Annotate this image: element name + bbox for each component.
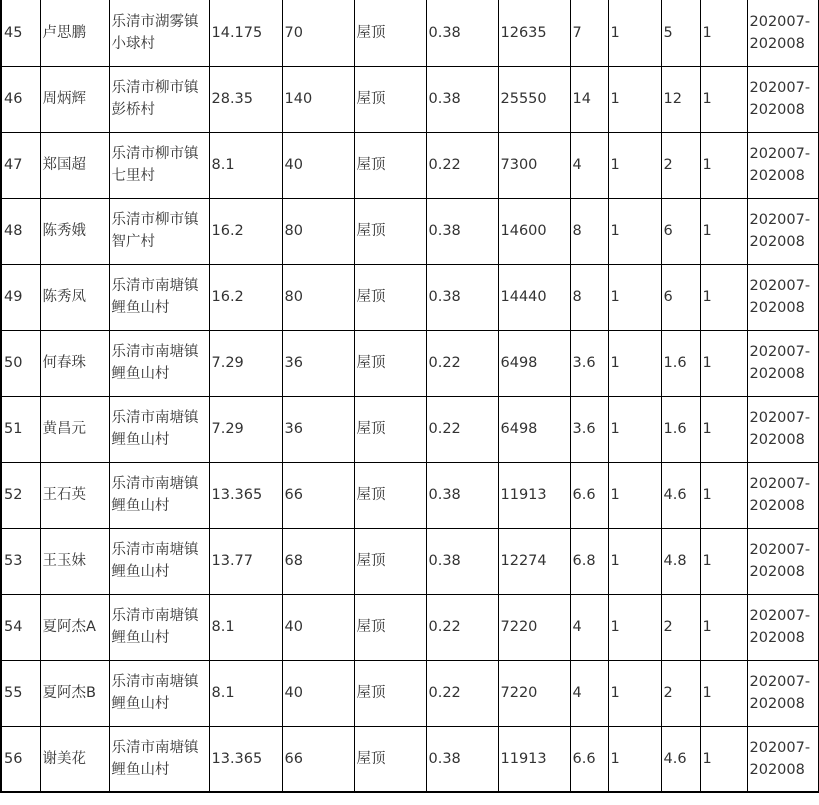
cell-install-type: 屋顶: [354, 198, 426, 264]
cell-col-b: 1: [608, 0, 661, 66]
cell-price: 0.38: [426, 528, 498, 594]
cell-period: 202007-202008: [747, 660, 819, 726]
cell-capacity: 28.35: [209, 66, 282, 132]
cell-col-c: 1.6: [661, 330, 700, 396]
cell-col-d: 1: [700, 264, 747, 330]
cell-owner-name: 夏阿杰B: [40, 660, 109, 726]
table-row: [1, 198, 819, 264]
cell-col-d: 1: [700, 330, 747, 396]
cell-install-type: 屋顶: [354, 594, 426, 660]
cell-row-number: 49: [1, 264, 40, 330]
cell-price: 0.22: [426, 660, 498, 726]
cell-generation: 7220: [498, 660, 570, 726]
cell-col-b: 1: [608, 66, 661, 132]
cell-generation: 12274: [498, 528, 570, 594]
cell-capacity: 14.175: [209, 0, 282, 66]
cell-install-type: 屋顶: [354, 528, 426, 594]
cell-col-a: 4: [570, 132, 608, 198]
cell-capacity: 8.1: [209, 660, 282, 726]
cell-col-d: 1: [700, 0, 747, 66]
cell-generation: 7300: [498, 132, 570, 198]
cell-capacity: 7.29: [209, 330, 282, 396]
cell-owner-name: 夏阿杰A: [40, 594, 109, 660]
cell-col-d: 1: [700, 396, 747, 462]
cell-col-d: 1: [700, 462, 747, 528]
cell-row-number: 50: [1, 330, 40, 396]
cell-area: 40: [282, 594, 354, 660]
cell-address: 乐清市柳市镇七里村: [109, 132, 209, 198]
cell-owner-name: 陈秀凤: [40, 264, 109, 330]
cell-install-type: 屋顶: [354, 462, 426, 528]
cell-capacity: 8.1: [209, 594, 282, 660]
cell-install-type: 屋顶: [354, 660, 426, 726]
cell-col-d: 1: [700, 132, 747, 198]
cell-col-d: 1: [700, 66, 747, 132]
cell-install-type: 屋顶: [354, 132, 426, 198]
cell-col-d: 1: [700, 660, 747, 726]
cell-owner-name: 黄昌元: [40, 396, 109, 462]
cell-capacity: 16.2: [209, 198, 282, 264]
cell-col-c: 2: [661, 660, 700, 726]
cell-area: 80: [282, 264, 354, 330]
cell-price: 0.38: [426, 726, 498, 792]
cell-period: 202007-202008: [747, 726, 819, 792]
cell-generation: 6498: [498, 330, 570, 396]
cell-generation: 6498: [498, 396, 570, 462]
cell-address: 乐清市柳市镇智广村: [109, 198, 209, 264]
cell-address: 乐清市柳市镇彭桥村: [109, 66, 209, 132]
cell-row-number: 55: [1, 660, 40, 726]
cell-period: 202007-202008: [747, 528, 819, 594]
cell-row-number: 53: [1, 528, 40, 594]
cell-col-a: 4: [570, 660, 608, 726]
cell-address: 乐清市南塘镇鲤鱼山村: [109, 396, 209, 462]
cell-area: 36: [282, 330, 354, 396]
cell-col-a: 3.6: [570, 330, 608, 396]
cell-col-c: 6: [661, 198, 700, 264]
cell-col-c: 1.6: [661, 396, 700, 462]
cell-period: 202007-202008: [747, 462, 819, 528]
cell-row-number: 45: [1, 0, 40, 66]
cell-generation: 7220: [498, 594, 570, 660]
table-row: [1, 132, 819, 198]
table-row: [1, 396, 819, 462]
cell-address: 乐清市南塘镇鲤鱼山村: [109, 528, 209, 594]
cell-area: 68: [282, 528, 354, 594]
cell-price: 0.38: [426, 462, 498, 528]
cell-address: 乐清市南塘镇鲤鱼山村: [109, 594, 209, 660]
cell-area: 40: [282, 132, 354, 198]
cell-price: 0.22: [426, 132, 498, 198]
cell-address: 乐清市湖雾镇小球村: [109, 0, 209, 66]
cell-col-a: 8: [570, 264, 608, 330]
cell-generation: 14600: [498, 198, 570, 264]
cell-address: 乐清市南塘镇鲤鱼山村: [109, 660, 209, 726]
cell-row-number: 56: [1, 726, 40, 792]
cell-col-a: 6.8: [570, 528, 608, 594]
cell-price: 0.22: [426, 330, 498, 396]
cell-period: 202007-202008: [747, 132, 819, 198]
cell-col-d: 1: [700, 726, 747, 792]
cell-owner-name: 郑国超: [40, 132, 109, 198]
cell-owner-name: 王玉妹: [40, 528, 109, 594]
cell-col-c: 6: [661, 264, 700, 330]
cell-area: 36: [282, 396, 354, 462]
cell-price: 0.22: [426, 396, 498, 462]
table-row: [1, 330, 819, 396]
cell-col-a: 6.6: [570, 726, 608, 792]
cell-owner-name: 陈秀娥: [40, 198, 109, 264]
cell-period: 202007-202008: [747, 0, 819, 66]
table-row: [1, 726, 819, 792]
cell-col-c: 5: [661, 0, 700, 66]
cell-row-number: 51: [1, 396, 40, 462]
cell-price: 0.38: [426, 0, 498, 66]
cell-col-b: 1: [608, 462, 661, 528]
cell-price: 0.38: [426, 198, 498, 264]
cell-area: 70: [282, 0, 354, 66]
cell-capacity: 13.77: [209, 528, 282, 594]
cell-price: 0.22: [426, 594, 498, 660]
cell-period: 202007-202008: [747, 594, 819, 660]
table-row: [1, 66, 819, 132]
cell-col-b: 1: [608, 594, 661, 660]
cell-generation: 25550: [498, 66, 570, 132]
cell-price: 0.38: [426, 66, 498, 132]
cell-col-c: 4.8: [661, 528, 700, 594]
cell-capacity: 13.365: [209, 462, 282, 528]
cell-owner-name: 周炳辉: [40, 66, 109, 132]
cell-period: 202007-202008: [747, 66, 819, 132]
cell-install-type: 屋顶: [354, 66, 426, 132]
cell-col-d: 1: [700, 594, 747, 660]
cell-install-type: 屋顶: [354, 726, 426, 792]
cell-row-number: 47: [1, 132, 40, 198]
cell-install-type: 屋顶: [354, 330, 426, 396]
cell-period: 202007-202008: [747, 330, 819, 396]
cell-period: 202007-202008: [747, 198, 819, 264]
table-row: [1, 264, 819, 330]
cell-col-b: 1: [608, 396, 661, 462]
cell-address: 乐清市南塘镇鲤鱼山村: [109, 330, 209, 396]
cell-col-a: 7: [570, 0, 608, 66]
cell-price: 0.38: [426, 264, 498, 330]
cell-row-number: 52: [1, 462, 40, 528]
cell-col-b: 1: [608, 330, 661, 396]
cell-col-a: 8: [570, 198, 608, 264]
cell-row-number: 48: [1, 198, 40, 264]
cell-area: 66: [282, 726, 354, 792]
cell-owner-name: 何春珠: [40, 330, 109, 396]
cell-address: 乐清市南塘镇鲤鱼山村: [109, 462, 209, 528]
cell-generation: 11913: [498, 462, 570, 528]
cell-col-a: 4: [570, 594, 608, 660]
table-row: [1, 528, 819, 594]
cell-col-a: 6.6: [570, 462, 608, 528]
cell-col-d: 1: [700, 198, 747, 264]
table-body: [1, 0, 819, 792]
cell-col-b: 1: [608, 198, 661, 264]
cell-capacity: 16.2: [209, 264, 282, 330]
cell-address: 乐清市南塘镇鲤鱼山村: [109, 264, 209, 330]
table-row: [1, 660, 819, 726]
cell-col-b: 1: [608, 660, 661, 726]
cell-period: 202007-202008: [747, 264, 819, 330]
cell-row-number: 46: [1, 66, 40, 132]
cell-col-c: 2: [661, 594, 700, 660]
cell-area: 140: [282, 66, 354, 132]
cell-col-a: 14: [570, 66, 608, 132]
cell-owner-name: 卢思鹏: [40, 0, 109, 66]
cell-address: 乐清市南塘镇鲤鱼山村: [109, 726, 209, 792]
cell-col-b: 1: [608, 528, 661, 594]
cell-install-type: 屋顶: [354, 264, 426, 330]
cell-owner-name: 谢美花: [40, 726, 109, 792]
cell-col-b: 1: [608, 132, 661, 198]
cell-col-c: 2: [661, 132, 700, 198]
table-row: [1, 462, 819, 528]
cell-capacity: 7.29: [209, 396, 282, 462]
cell-col-a: 3.6: [570, 396, 608, 462]
cell-col-b: 1: [608, 264, 661, 330]
cell-owner-name: 王石英: [40, 462, 109, 528]
cell-row-number: 54: [1, 594, 40, 660]
cell-col-c: 4.6: [661, 726, 700, 792]
cell-area: 40: [282, 660, 354, 726]
cell-generation: 14440: [498, 264, 570, 330]
table-row: [1, 594, 819, 660]
cell-period: 202007-202008: [747, 396, 819, 462]
cell-area: 80: [282, 198, 354, 264]
cell-col-b: 1: [608, 726, 661, 792]
cell-capacity: 8.1: [209, 132, 282, 198]
cell-col-d: 1: [700, 528, 747, 594]
cell-col-c: 4.6: [661, 462, 700, 528]
cell-install-type: 屋顶: [354, 0, 426, 66]
table-row: [1, 0, 819, 66]
cell-col-c: 12: [661, 66, 700, 132]
cell-generation: 11913: [498, 726, 570, 792]
cell-capacity: 13.365: [209, 726, 282, 792]
cell-install-type: 屋顶: [354, 396, 426, 462]
cell-area: 66: [282, 462, 354, 528]
cell-generation: 12635: [498, 0, 570, 66]
